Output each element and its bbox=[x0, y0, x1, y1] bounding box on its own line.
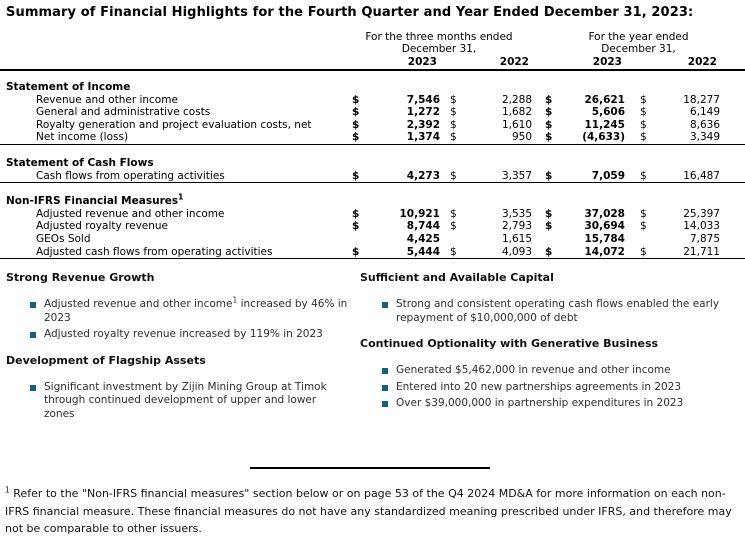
value-q4-2022: 950 bbox=[511, 131, 532, 144]
currency-symbol: $ bbox=[640, 220, 647, 233]
table-row bbox=[0, 170, 745, 184]
currency-symbol: $ bbox=[352, 118, 360, 131]
currency-symbol: $ bbox=[450, 118, 457, 131]
currency-symbol: $ bbox=[545, 169, 553, 182]
section-heading: Statement of Cash Flows bbox=[6, 156, 154, 169]
currency-symbol: $ bbox=[352, 131, 360, 144]
highlight-group-available-capital bbox=[360, 271, 739, 325]
value-fy-2023: 15,784 bbox=[584, 232, 625, 245]
currency-symbol: $ bbox=[545, 93, 553, 106]
bullet-square-icon bbox=[382, 401, 388, 407]
value-q4-2022: 1,682 bbox=[501, 106, 532, 119]
bullet-square-icon bbox=[382, 385, 388, 391]
section-heading-row bbox=[0, 192, 745, 208]
page-title: Summary of Financial Highlights for the Fourth Quarter and Year Ended December 31, 2023: bbox=[6, 5, 694, 20]
currency-symbol: $ bbox=[640, 93, 647, 106]
value-fy-2023: 26,621 bbox=[584, 93, 625, 106]
three-months-header-line2: December 31, bbox=[401, 42, 477, 55]
value-q4-2022: 2,793 bbox=[501, 220, 532, 233]
value-fy-2022: 14,033 bbox=[683, 220, 720, 233]
year-col-3: 2023 bbox=[592, 56, 622, 68]
year-col-4: 2022 bbox=[687, 56, 717, 68]
currency-symbol: $ bbox=[545, 220, 553, 233]
table-row bbox=[0, 208, 745, 221]
currency-symbol bbox=[440, 233, 460, 246]
table-row bbox=[0, 119, 745, 132]
value-fy-2023: 11,245 bbox=[584, 118, 625, 131]
currency-symbol bbox=[532, 233, 552, 246]
currency-symbol: $ bbox=[450, 220, 457, 233]
value-fy-2022: 25,397 bbox=[683, 207, 720, 220]
value-q4-2023: 5,444 bbox=[406, 245, 440, 258]
currency-symbol: $ bbox=[545, 131, 553, 144]
year-col-2: 2022 bbox=[499, 56, 529, 68]
table-row bbox=[0, 233, 745, 246]
highlights-section bbox=[0, 271, 745, 433]
value-fy-2022: 21,711 bbox=[683, 245, 720, 258]
value-q4-2023: 4,273 bbox=[406, 169, 440, 182]
currency-symbol: $ bbox=[640, 106, 647, 119]
year-header-line2: December 31, bbox=[601, 42, 676, 55]
value-q4-2023: 10,921 bbox=[399, 207, 440, 220]
footnote-reference: 1 bbox=[178, 192, 184, 202]
value-q4-2023: 7,546 bbox=[406, 93, 440, 106]
highlight-heading: Continued Optionality with Generative Business bbox=[360, 337, 659, 351]
footnote-reference: 1 bbox=[232, 295, 238, 305]
currency-symbol: $ bbox=[545, 245, 553, 258]
currency-symbol: $ bbox=[450, 106, 457, 119]
value-fy-2023: 5,606 bbox=[591, 106, 625, 119]
list-item: Adjusted revenue and other income$^1$ increased by 46% in 2023 bbox=[30, 298, 356, 325]
row-label: Adjusted revenue and other income bbox=[36, 207, 225, 220]
section-heading-row bbox=[0, 157, 745, 170]
value-q4-2023: 2,392 bbox=[406, 118, 440, 131]
table-row bbox=[0, 246, 745, 260]
list-item: Significant investment by Zijin Mining Group at Timok through continued development of upper and lower zones bbox=[30, 381, 356, 422]
list-item: Entered into 20 new partnerships agreements in 2023 bbox=[382, 381, 739, 395]
footnote-divider bbox=[250, 467, 490, 469]
currency-symbol: $ bbox=[640, 118, 647, 131]
value-q4-2023: 8,744 bbox=[406, 220, 440, 233]
bullet-square-icon bbox=[382, 368, 388, 374]
value-q4-2022: 3,357 bbox=[501, 169, 532, 182]
table-row bbox=[0, 220, 745, 233]
row-label: Adjusted cash flows from operating activities bbox=[36, 245, 273, 258]
currency-symbol: $ bbox=[450, 93, 457, 106]
list-item: Over $39,000,000 in partnership expenditures in 2023 bbox=[382, 397, 739, 411]
currency-symbol: $ bbox=[352, 245, 360, 258]
currency-symbol: $ bbox=[352, 220, 360, 233]
value-fy-2022: 3,349 bbox=[689, 131, 720, 144]
value-fy-2023: 37,028 bbox=[584, 207, 625, 220]
highlights-right-column bbox=[356, 271, 739, 433]
three-months-header-line1: For the three months ended bbox=[365, 31, 513, 43]
row-label: GEOs Sold bbox=[36, 232, 91, 245]
footnote-number: 1 bbox=[5, 485, 10, 495]
highlight-heading: Development of Flagship Assets bbox=[6, 353, 206, 367]
currency-symbol bbox=[346, 233, 362, 246]
currency-symbol: $ bbox=[450, 131, 457, 144]
table-row bbox=[0, 131, 745, 145]
highlight-heading: Sufficient and Available Capital bbox=[360, 271, 554, 285]
currency-symbol: $ bbox=[545, 106, 553, 119]
currency-symbol: $ bbox=[545, 118, 553, 131]
row-label: Cash flows from operating activities bbox=[36, 169, 225, 182]
row-label: Adjusted royalty revenue bbox=[36, 220, 169, 233]
currency-symbol: $ bbox=[640, 131, 647, 144]
value-q4-2022: 3,535 bbox=[501, 207, 532, 220]
value-q4-2023: 1,374 bbox=[406, 131, 440, 144]
currency-symbol: $ bbox=[450, 169, 457, 182]
bullet-square-icon bbox=[30, 385, 36, 391]
currency-symbol: $ bbox=[352, 93, 360, 106]
section-heading: Statement of Income bbox=[6, 81, 131, 93]
value-fy-2022: 16,487 bbox=[683, 169, 720, 182]
table-group-header-row bbox=[0, 32, 745, 44]
highlight-group-revenue-growth bbox=[6, 271, 356, 342]
currency-symbol: $ bbox=[352, 207, 360, 220]
currency-symbol: $ bbox=[352, 169, 360, 182]
value-q4-2022: 4,093 bbox=[501, 245, 532, 258]
currency-symbol: $ bbox=[545, 207, 553, 220]
currency-symbol: $ bbox=[450, 245, 457, 258]
row-label: General and administrative costs bbox=[36, 106, 211, 119]
list-item: Adjusted royalty revenue increased by 119% in 2023 bbox=[30, 328, 356, 342]
highlights-left-column bbox=[0, 271, 356, 433]
financial-table bbox=[0, 32, 745, 259]
bullet-square-icon bbox=[30, 332, 36, 338]
value-fy-2022: 7,875 bbox=[689, 232, 720, 245]
currency-symbol: $ bbox=[352, 106, 360, 119]
table-year-header-row bbox=[0, 55, 745, 71]
value-fy-2023: (4,633) bbox=[582, 131, 625, 144]
value-q4-2023: 4,425 bbox=[406, 232, 440, 245]
section-heading-row bbox=[0, 81, 745, 94]
value-fy-2023: 14,072 bbox=[584, 245, 625, 258]
value-q4-2022: 1,615 bbox=[501, 232, 532, 245]
value-q4-2022: 2,288 bbox=[501, 93, 532, 106]
highlight-heading: Strong Revenue Growth bbox=[6, 271, 155, 285]
row-label: Royalty generation and project evaluation costs, net bbox=[36, 118, 312, 131]
bullet-square-icon bbox=[30, 302, 36, 308]
bullet-square-icon bbox=[382, 302, 388, 308]
value-fy-2022: 8,636 bbox=[689, 118, 720, 131]
list-item: Strong and consistent operating cash flows enabled the early repayment of $10,000,000 of debt bbox=[382, 298, 739, 325]
value-q4-2023: 1,272 bbox=[406, 106, 440, 119]
row-label: Net income (loss) bbox=[36, 131, 129, 144]
table-row bbox=[0, 94, 745, 107]
value-q4-2022: 1,610 bbox=[501, 118, 532, 131]
highlight-group-generative-business bbox=[360, 337, 739, 411]
currency-symbol: $ bbox=[450, 207, 457, 220]
year-header-line1: For the year ended bbox=[588, 31, 689, 43]
currency-symbol: $ bbox=[640, 169, 647, 182]
currency-symbol bbox=[625, 233, 645, 246]
currency-symbol: $ bbox=[640, 207, 647, 220]
list-item: Generated $5,462,000 in revenue and other income bbox=[382, 364, 739, 378]
currency-symbol: $ bbox=[640, 245, 647, 258]
row-label: Revenue and other income bbox=[36, 93, 178, 106]
section-heading: Non-IFRS Financial Measures$^1$ bbox=[6, 192, 184, 208]
highlight-group-flagship-assets bbox=[6, 354, 356, 422]
year-col-1: 2023 bbox=[407, 56, 437, 68]
table-group-header-row2 bbox=[0, 44, 745, 56]
footnote-text: $^1$ Refer to the "Non-IFRS financial measures" section below or on page 53 of the Q4 2024 MD&A for more information on each non-IFRS financial measure. These financial measures do not have any standardized meaning prescribed under IFRS, and therefore may not be comparable to other issuers. bbox=[5, 485, 732, 536]
value-fy-2023: 30,694 bbox=[584, 220, 625, 233]
value-fy-2022: 6,149 bbox=[689, 106, 720, 119]
value-fy-2022: 18,277 bbox=[683, 93, 720, 106]
value-fy-2023: 7,059 bbox=[591, 169, 625, 182]
table-row bbox=[0, 106, 745, 119]
